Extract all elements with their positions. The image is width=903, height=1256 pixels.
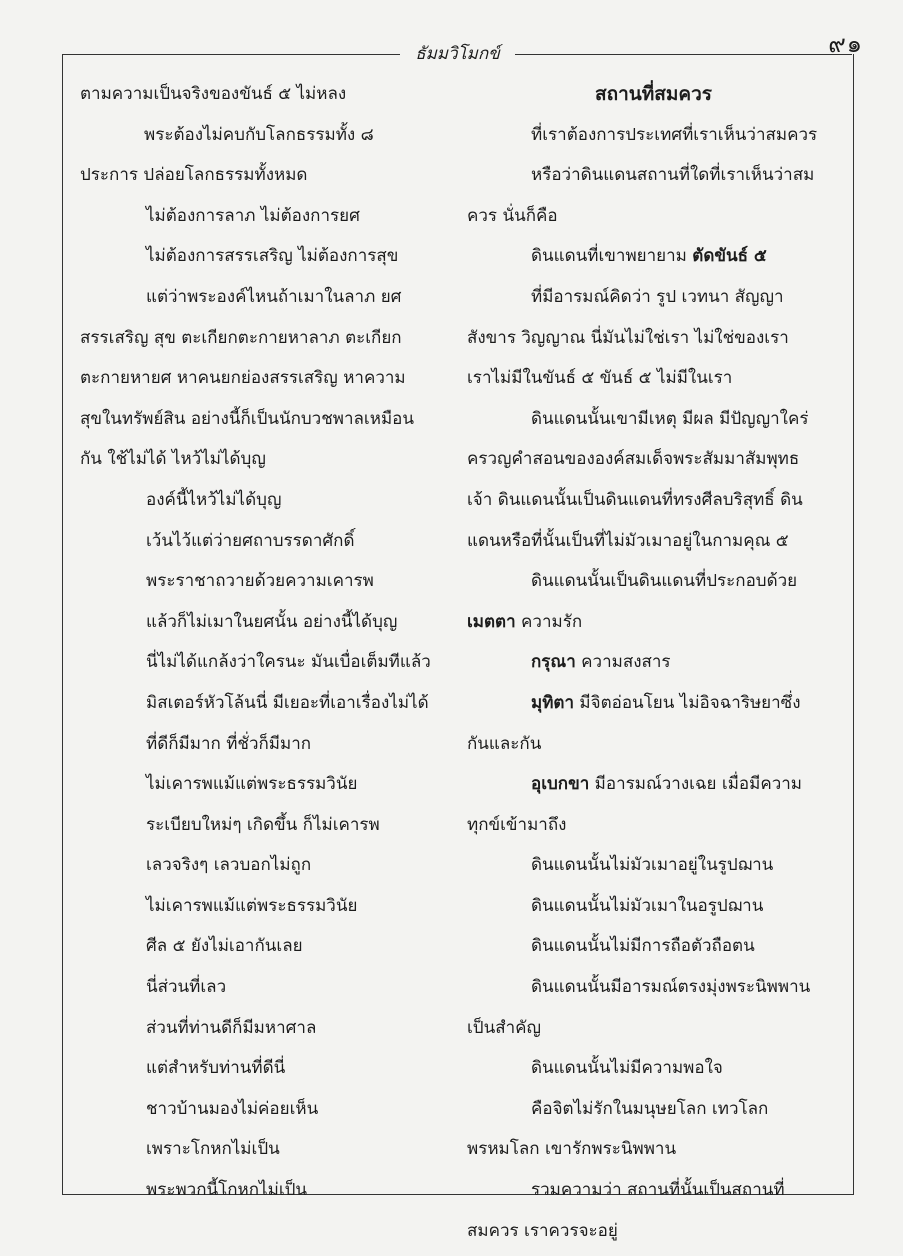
line-text: สมควร เราควรจะอยู่: [467, 1220, 618, 1241]
line-text: นี่ไม่ได้แกล้งว่าใครนะ มันเบื่อเต็มทีแล้ว: [146, 652, 431, 673]
line-text: สังขาร วิญญาณ นี่มันไม่ใช่เรา ไม่ใช่ของเรา: [467, 327, 789, 348]
line-text: พระพวกนี้โกหกไม่เป็น: [146, 1180, 308, 1201]
left-column-line: [80, 115, 450, 156]
line-text: ความสงสาร: [575, 652, 671, 673]
line-text: ดินแดนนั้นมีอารมณ์ตรงมุ่งพระนิพพาน: [531, 977, 811, 998]
line-text: พรหมโลก เขารักพระนิพพาน: [467, 1139, 677, 1160]
line-text: พระราชาถวายด้วยความเคารพ: [146, 571, 374, 592]
left-column-line: [80, 480, 450, 521]
line-text: ไม่เคารพแม้แต่พระธรรมวินัย: [146, 895, 358, 916]
line-text: ดินแดนที่เขาพยายาม: [531, 246, 693, 267]
line-text: เว้นไว้แต่ว่ายศถาบรรดาศักดิ์: [146, 530, 355, 551]
left-column-line: [80, 521, 450, 562]
right-column-line: [467, 967, 840, 1008]
line-text: พระต้องไม่คบกับโลกธรรมทั้ง ๘: [144, 124, 374, 145]
left-column-line: [80, 196, 450, 237]
line-text: ที่ดีก็มีมาก ที่ชั่วก็มีมาก: [146, 733, 312, 754]
left-column-line: [80, 1048, 450, 1089]
line-text: ควร นั่นก็คือ: [467, 205, 558, 226]
line-text: นี่ส่วนที่เลว: [146, 977, 227, 998]
line-text: ทุกข์เข้ามาถึง: [467, 814, 567, 835]
left-column-line: [80, 886, 450, 927]
line-text: รวมความว่า สถานที่นั้นเป็นสถานที่: [531, 1180, 785, 1201]
left-column-line: [80, 683, 450, 724]
line-text: ความรัก: [515, 611, 583, 632]
left-column-line: [80, 764, 450, 805]
right-column: [467, 74, 840, 1251]
right-column-line: [467, 805, 840, 846]
left-column-line: [80, 967, 450, 1008]
right-column-line: [467, 764, 840, 805]
line-text: ไม่เคารพแม้แต่พระธรรมวินัย: [146, 774, 358, 795]
left-column-line: [80, 926, 450, 967]
right-column-line: [467, 1211, 840, 1252]
right-column-line: [467, 1129, 840, 1170]
left-column-line: [80, 805, 450, 846]
line-text: เลวจริงๆ เลวบอกไม่ถูก: [146, 855, 312, 876]
right-column-line: [467, 1170, 840, 1211]
left-column-line: [80, 1089, 450, 1130]
right-column-line: [467, 236, 840, 277]
line-text: สรรเสริญ สุข ตะเกียกตะกายหาลาภ ตะเกียก: [80, 327, 402, 348]
line-text: ไม่ต้องการสรรเสริญ ไม่ต้องการสุข: [146, 246, 399, 267]
left-column: [80, 74, 450, 1211]
line-text: มิสเตอร์หัวโล้นนี่ มีเยอะที่เอาเรื่องไม่ได้: [146, 692, 429, 713]
left-column-line: [80, 318, 450, 359]
line-text: ที่เราต้องการประเทศที่เราเห็นว่าสมควร: [531, 124, 818, 145]
left-column-line: [80, 724, 450, 765]
right-column-line: [467, 1048, 840, 1089]
line-text: ดินแดนนั้นไม่มีความพอใจ: [531, 1058, 723, 1079]
left-column-line: [80, 561, 450, 602]
left-column-line: [80, 1170, 450, 1211]
line-text: ชาวบ้านมองไม่ค่อยเห็น: [146, 1098, 319, 1119]
frame-top-left-rule: [62, 54, 400, 55]
right-column-line: [467, 277, 840, 318]
line-text: แดนหรือที่นั้นเป็นที่ไม่มัวเมาอยู่ในกามคุณ ๕: [467, 530, 789, 551]
left-column-line: [80, 439, 450, 480]
line-text: ดินแดนนั้นไม่มัวเมาในอรูปฌาน: [531, 895, 764, 916]
line-text: ดินแดนนั้นเขามีเหตุ มีผล มีปัญญาใคร่: [531, 408, 809, 429]
line-text: ไม่ต้องการลาภ ไม่ต้องการยศ: [146, 205, 360, 226]
bold-term: อุเบกขา: [531, 774, 590, 795]
line-text: แต่สำหรับท่านที่ดีนี่: [146, 1058, 286, 1079]
line-text: ระเบียบใหม่ๆ เกิดขึ้น ก็ไม่เคารพ: [146, 814, 380, 835]
line-text: สุขในทรัพย์สิน อย่างนี้ก็เป็นนักบวชพาลเหมือน: [80, 408, 414, 429]
line-text: มีจิตอ่อนโยน ไม่อิจฉาริษยาซึ่ง: [574, 692, 801, 713]
line-text: ศีล ๕ ยังไม่เอากันเลย: [146, 936, 303, 957]
line-text: ดินแดนนั้นไม่มัวเมาอยู่ในรูปฌาน: [531, 855, 774, 876]
line-text: แต่ว่าพระองค์ไหนถ้าเมาในลาภ ยศ: [146, 286, 402, 307]
left-column-line: [80, 236, 450, 277]
line-text: ครวญคำสอนขององค์สมเด็จพระสัมมาสัมพุทธ: [467, 449, 800, 470]
bold-term: เมตตา: [467, 611, 516, 632]
left-column-line: [80, 74, 450, 115]
line-text: ดินแดนนั้นไม่มีการถือตัวถือตน: [531, 936, 755, 957]
bold-term: มุทิตา: [531, 692, 574, 713]
line-text: เจ้า ดินแดนนั้นเป็นดินแดนที่ทรงศีลบริสุทธิ์ ดิน: [467, 489, 803, 510]
line-text: เป็นสำคัญ: [467, 1017, 542, 1038]
right-column-line: [467, 561, 840, 602]
left-column-line: [80, 1008, 450, 1049]
bold-term: ตัดขันธ์ ๕: [692, 246, 767, 267]
line-text: เราไม่มีในขันธ์ ๕ ขันธ์ ๕ ไม่มีในเรา: [467, 368, 733, 389]
left-column-line: [80, 602, 450, 643]
line-text: ดินแดนนั้นเป็นดินแดนที่ประกอบด้วย: [531, 571, 798, 592]
left-column-line: [80, 1129, 450, 1170]
line-text: คือจิตไม่รักในมนุษยโลก เทวโลก: [531, 1098, 769, 1119]
right-column-line: [467, 683, 840, 724]
bold-term: กรุณา: [531, 652, 576, 673]
right-column-line: [467, 1089, 840, 1130]
section-heading: สถานที่สมควร: [595, 83, 712, 105]
line-text: ส่วนที่ท่านดีก็มีมหาศาล: [146, 1017, 317, 1038]
left-column-line: [80, 155, 450, 196]
line-text: ที่มีอารมณ์คิดว่า รูป เวทนา สัญญา: [531, 286, 784, 307]
right-column-line: [467, 196, 840, 237]
line-text: ตะกายหายศ หาคนยกย่องสรรเสริญ หาความ: [80, 368, 406, 389]
right-column-line: [467, 155, 840, 196]
right-column-line: [467, 521, 840, 562]
line-text: องค์นี้ไหว้ไม่ได้บุญ: [146, 489, 282, 510]
right-column-line: [467, 602, 840, 643]
right-column-line: [467, 115, 840, 156]
running-title: ธัมมวิโมกข์: [415, 44, 500, 64]
right-column-line: [467, 886, 840, 927]
right-column-line: [467, 318, 840, 359]
line-text: หรือว่าดินแดนสถานที่ใดที่เราเห็นว่าสม: [531, 165, 815, 186]
right-column-line: [467, 1008, 840, 1049]
right-column-line: [467, 642, 840, 683]
line-text: มีอารมณ์วางเฉย เมื่อมีความ: [589, 774, 803, 795]
right-column-line: [467, 399, 840, 440]
line-text: กัน ใช้ไม่ได้ ไหว้ไม่ได้บุญ: [80, 449, 266, 470]
frame-top-right-rule: [515, 54, 852, 55]
page-number: ๙๑: [828, 30, 863, 58]
line-text: ประการ ปล่อยโลกธรรมทั้งหมด: [80, 165, 308, 186]
line-text: เพราะโกหกไม่เป็น: [146, 1139, 280, 1160]
left-column-line: [80, 277, 450, 318]
right-column-line: [467, 926, 840, 967]
right-column-line: [467, 845, 840, 886]
right-column-line: [467, 724, 840, 765]
line-text: กันและกัน: [467, 733, 542, 754]
right-column-line: [467, 439, 840, 480]
left-column-line: [80, 642, 450, 683]
left-column-line: [80, 845, 450, 886]
left-column-line: [80, 358, 450, 399]
right-column-line: [467, 358, 840, 399]
line-text: แล้วก็ไม่เมาในยศนั้น อย่างนี้ได้บุญ: [146, 611, 398, 632]
line-text: ตามความเป็นจริงของขันธ์ ๕ ไม่หลง: [80, 84, 347, 104]
left-column-line: [80, 399, 450, 440]
right-column-line: [467, 480, 840, 521]
